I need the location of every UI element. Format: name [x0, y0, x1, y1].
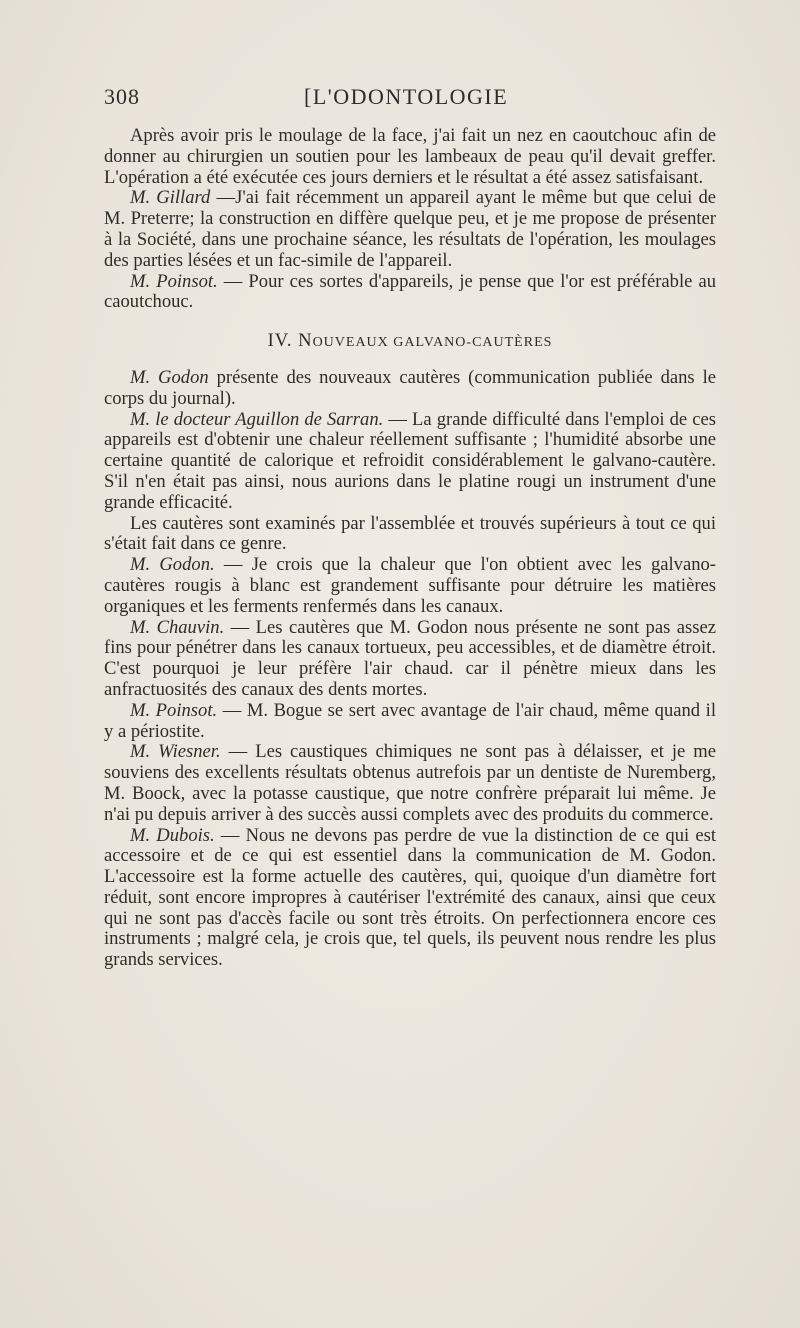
paragraph: [104, 126, 716, 188]
section-first-letter: N: [298, 330, 313, 352]
paragraph-text: — Les cautères que M. Godon nous présente ne sont pas assez fins pour pénétrer dans les canaux tortueux, peu accessibles, et de diamètre étroit. C'est pourquoi je leur préfère l'air chaud. car il pénètre mieux dans les anfractuosités des canaux des dents mortes.: [104, 616, 716, 700]
paragraph-text: —J'ai fait récemment un appareil ayant le même but que celui de M. Preterre; la construction en diffère quelque peu, et je me propose de présenter à la Société, dans une prochaine séance, les résultats de l'opération, les moulages des parties lésées et un fac-simile de l'appareil.: [104, 187, 716, 271]
section-numeral: IV.: [267, 330, 299, 352]
paragraph: [104, 410, 716, 514]
page-header: [104, 84, 714, 114]
paragraph-text: — La grande difficulté dans l'emploi de ces appareils est d'obtenir une chaleur réellement suffisante ; l'humidité absorbe une certaine quantité de calorique et refroidit considérablement le galvano-cautère. S'il n'en était pas ainsi, nous aurions dans le platine rougi un instrument d'une grande efficacité.: [104, 408, 716, 513]
page-body: [104, 126, 716, 971]
speaker: M. Poinsot.: [130, 699, 218, 721]
speaker: M. Gillard: [130, 187, 211, 209]
speaker: M. Chauvin.: [130, 616, 225, 638]
paragraph: [104, 742, 716, 825]
speaker: M. le docteur Aguillon de Sarran.: [130, 408, 384, 430]
paragraph: [104, 368, 716, 410]
paragraph-text: — Les caustiques chimiques ne sont pas à délaisser, et je me souviens des excellents résultats obtenus autrefois par un dentiste de Nuremberg, M. Boock, avec la potasse caustique, que notre confrère préparait lui même. Je n'ai pu depuis arriver à des succès aussi complets avec des produits du commerce.: [104, 741, 716, 825]
page-number: 308: [104, 84, 140, 109]
paragraph-text: — Pour ces sortes d'appareils, je pense que l'or est préférable au caoutchouc.: [104, 270, 716, 313]
speaker: M. Poinsot.: [130, 270, 218, 292]
paragraph: [104, 826, 716, 972]
section-heading: [104, 331, 716, 354]
paragraph-text: Les cautères sont examinés par l'assemblée et trouvés supérieurs à tout ce qui s'était fait dans ce genre.: [104, 512, 716, 555]
paragraph: [104, 272, 716, 314]
paragraph: [104, 618, 716, 701]
speaker: M. Godon.: [130, 554, 215, 576]
speaker: M. Godon: [130, 366, 209, 388]
paragraph-text: présente des nouveaux cautères (communication publiée dans le corps du journal).: [104, 366, 716, 409]
paragraph: [104, 188, 716, 271]
paragraph: [104, 514, 716, 556]
paragraph-text: — Je crois que la chaleur que l'on obtient avec les galvano-cautères rougis à blanc est grandement suffisante pour détruire les matières organiques et les ferments renfermés dans les canaux.: [104, 554, 716, 617]
paragraph-text: Après avoir pris le moulage de la face, j'ai fait un nez en caoutchouc afin de donner au chirurgien un soutien pour les lambeaux de peau qu'il devait greffer. L'opération a été exécutée ces jours derniers et le résultat a été assez satisfaisant.: [104, 125, 716, 188]
running-title: [L'ODONTOLOGIE: [304, 84, 509, 109]
section-title: OUVEAUX GALVANO-CAUTÈRES: [312, 335, 553, 351]
paragraph-text: — M. Bogue se sert avec avantage de l'air chaud, même quand il y a périostite.: [104, 699, 716, 742]
speaker: M. Dubois.: [130, 824, 215, 846]
paragraph: [104, 555, 716, 617]
paragraph: [104, 701, 716, 743]
paragraph-text: — Nous ne devons pas perdre de vue la distinction de ce qui est accessoire et de ce qui est essentiel dans la communication de M. Godon. L'accessoire est la forme actuelle des cautères, qui, quoique d'un diamètre fort réduit, sont encore impropres à cautériser l'extrémité des canaux, ainsi que ceux qui ne sont pas d'accès facile ou sont très étroits. On perfectionnera encore ces instruments ; malgré cela, je crois que, tel quels, ils peuvent nous rendre les plus grands services.: [104, 824, 717, 971]
speaker: M. Wiesner.: [130, 741, 221, 763]
